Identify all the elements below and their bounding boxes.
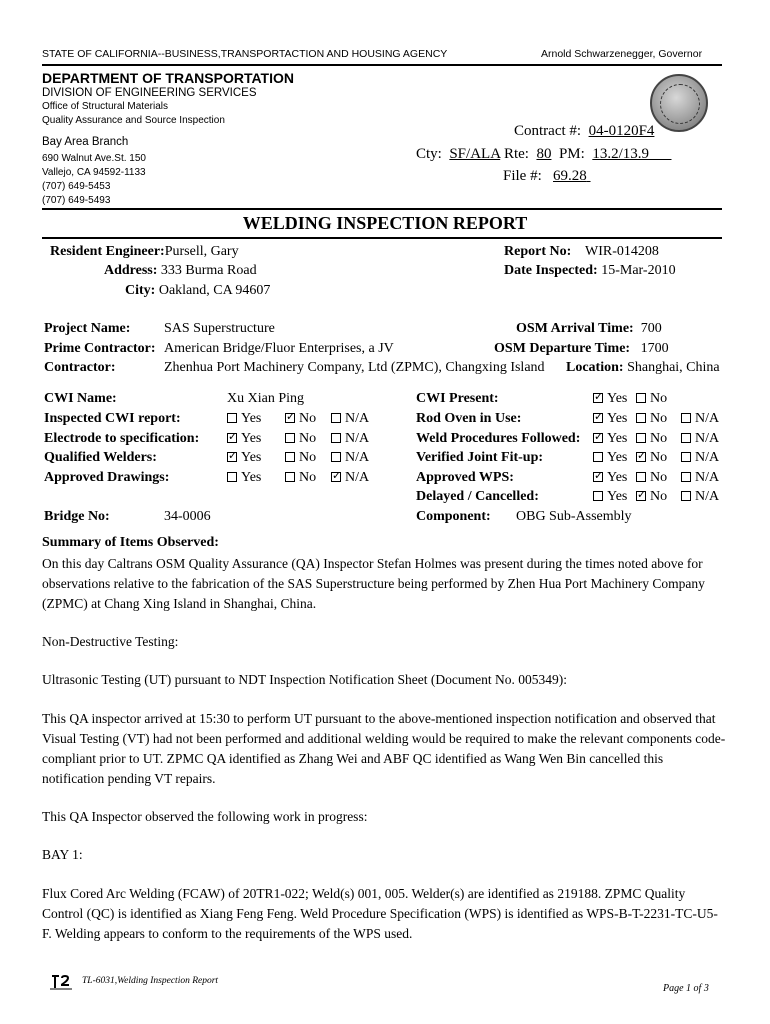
verified-joint-fit-up-no-label: No bbox=[650, 450, 668, 465]
report-title: WELDING INSPECTION REPORT bbox=[242, 213, 528, 233]
summary-paragraph-2: This QA inspector arrived at 15:30 to perform UT pursuant to the above-mentioned inspection notification and observed that Visual Testing (VT) had not been performed and additional welding would be required to make the relevant components code-compliant prior to UT. ZPMC QA identified as Zhang Wei and ABF QC identified as Wang Wen Bin cancelled this notification pending VT repairs. bbox=[42, 711, 726, 786]
summary-paragraph-3: Flux Cored Arc Welding (FCAW) of 20TR1-022; Weld(s) 001, 005. Welder(s) are identified as 219188. ZPMC Quality Control (QC) is identified as Xiang Feng Feng. Weld Procedure Specification (WPS) is identified as WPS-B-T-2231-TC-U5-F. Welding appears to conform to the requirements of the WPS used. bbox=[42, 886, 718, 941]
project-name-label: Project Name: bbox=[44, 321, 131, 336]
page-number: Page 1 of 3 bbox=[663, 983, 709, 994]
prime-contractor-value: American Bridge/Fluor Enterprises, a JV bbox=[164, 341, 394, 356]
approved-wps-na-checkbox[interactable] bbox=[681, 472, 691, 482]
rod-oven-in-use-label: Rod Oven in Use: bbox=[416, 411, 522, 426]
qualified-welders-na-label: N/A bbox=[345, 450, 370, 465]
qualified-welders-no-checkbox[interactable] bbox=[285, 452, 295, 462]
branch-street: 690 Walnut Ave.St. 150 bbox=[42, 153, 146, 164]
verified-joint-fit-up-yes-label: Yes bbox=[607, 450, 628, 465]
rod-oven-in-use-no-option bbox=[636, 411, 667, 427]
qualified-welders-yes-checkbox[interactable] bbox=[227, 452, 237, 462]
rod-oven-in-use-no-label: No bbox=[650, 411, 668, 426]
branch-phone-2: (707) 649-5493 bbox=[42, 195, 111, 206]
approved-drawings-yes-option bbox=[227, 470, 261, 486]
date-inspected: Date Inspected: 15-Mar-2010 bbox=[504, 263, 676, 278]
delayed-cancelled-no-label: No bbox=[650, 489, 668, 504]
address: Address: 333 Burma Road bbox=[104, 263, 257, 278]
summary-paragraph-1: On this day Caltrans OSM Quality Assurance (QA) Inspector Stefan Holmes was present during the times noted above for observations relative to the fabrication of the SAS Superstructure being performed by Zhen Hua Port Machinery Company (ZPMC) at Chang Xing Island in Shanghai, China. bbox=[42, 556, 705, 611]
cwi-present-label: CWI Present: bbox=[416, 391, 499, 406]
approved-drawings-yes-checkbox[interactable] bbox=[227, 472, 237, 482]
approved-wps-na-option bbox=[681, 470, 719, 486]
weld-procedures-followed-no-label: No bbox=[650, 430, 668, 446]
approved-drawings-yes-label: Yes bbox=[241, 469, 262, 485]
approved-wps-no-option bbox=[636, 470, 667, 486]
inspected-cwi-report-yes-option bbox=[227, 411, 261, 427]
summary-heading: Summary of Items Observed: bbox=[42, 535, 219, 550]
cwi-present-yes-checkbox[interactable] bbox=[593, 393, 603, 403]
ut-heading: Ultrasonic Testing (UT) pursuant to NDT Inspection Notification Sheet (Document No. 005349): bbox=[42, 672, 567, 687]
qualified-welders-yes-label: Yes bbox=[241, 450, 262, 465]
inspected-cwi-report-label: Inspected CWI report: bbox=[44, 411, 181, 426]
weld-procedures-followed-no-checkbox[interactable] bbox=[636, 433, 646, 443]
title-rule-bottom bbox=[42, 237, 722, 239]
weld-procedures-followed-yes-checkbox[interactable] bbox=[593, 433, 603, 443]
bridge-no-label: Bridge No: bbox=[44, 509, 110, 524]
rod-oven-in-use-yes-checkbox[interactable] bbox=[593, 413, 603, 423]
approved-wps-no-checkbox[interactable] bbox=[636, 472, 646, 482]
approved-drawings-na-checkbox[interactable] bbox=[331, 472, 341, 482]
cwi-present-no-option bbox=[636, 391, 667, 407]
weld-procedures-followed-no-option bbox=[636, 431, 667, 447]
verified-joint-fit-up-no-option bbox=[636, 450, 667, 466]
electrode-to-specification-no-option bbox=[285, 431, 316, 447]
delayed-cancelled-no-checkbox[interactable] bbox=[636, 491, 646, 501]
approved-drawings-no-option bbox=[285, 470, 316, 486]
ndt-heading: Non-Destructive Testing: bbox=[42, 634, 179, 649]
contractor-value: Zhenhua Port Machinery Company, Ltd (ZPMC), Changxing Island bbox=[164, 360, 545, 375]
header-rule bbox=[42, 64, 722, 66]
branch-name: Bay Area Branch bbox=[42, 136, 129, 148]
rod-oven-in-use-yes-option bbox=[593, 411, 627, 427]
approved-wps-yes-checkbox[interactable] bbox=[593, 472, 603, 482]
approved-drawings-label: Approved Drawings: bbox=[44, 469, 170, 485]
verified-joint-fit-up-na-option bbox=[681, 450, 719, 466]
title-rule-top bbox=[42, 208, 722, 210]
caltrans-logo-icon bbox=[50, 972, 72, 990]
weld-procedures-followed-na-checkbox[interactable] bbox=[681, 433, 691, 443]
bay-heading: BAY 1: bbox=[42, 847, 83, 862]
qualified-welders-yes-option bbox=[227, 450, 261, 466]
approved-wps-na-label: N/A bbox=[695, 469, 720, 485]
electrode-to-specification-no-label: No bbox=[299, 430, 317, 446]
osm-departure-time: OSM Departure Time: 1700 bbox=[494, 341, 669, 356]
component-value: OBG Sub-Assembly bbox=[516, 509, 632, 524]
delayed-cancelled-label: Delayed / Cancelled: bbox=[416, 489, 539, 504]
inspected-cwi-report-yes-label: Yes bbox=[241, 411, 262, 426]
approved-drawings-no-checkbox[interactable] bbox=[285, 472, 295, 482]
form-number: TL-6031,Welding Inspection Report bbox=[82, 976, 219, 986]
approved-wps-yes-label: Yes bbox=[607, 469, 628, 485]
location: Location: Shanghai, China bbox=[566, 360, 720, 375]
electrode-to-specification-label: Electrode to specification: bbox=[44, 430, 200, 446]
contractor-label: Contractor: bbox=[44, 360, 116, 375]
electrode-to-specification-yes-label: Yes bbox=[241, 430, 262, 446]
rod-oven-in-use-no-checkbox[interactable] bbox=[636, 413, 646, 423]
branch-city: Vallejo, CA 94592-1133 bbox=[42, 167, 146, 178]
weld-procedures-followed-na-option bbox=[681, 431, 719, 447]
rod-oven-in-use-na-checkbox[interactable] bbox=[681, 413, 691, 423]
inspected-cwi-report-na-option bbox=[331, 411, 369, 427]
qualified-welders-label: Qualified Welders: bbox=[44, 450, 157, 465]
cwi-name-label: CWI Name: bbox=[44, 391, 117, 406]
verified-joint-fit-up-na-checkbox[interactable] bbox=[681, 452, 691, 462]
branch-phone-1: (707) 649-5453 bbox=[42, 181, 111, 192]
inspected-cwi-report-na-label: N/A bbox=[345, 411, 370, 426]
verified-joint-fit-up-yes-checkbox[interactable] bbox=[593, 452, 603, 462]
cwi-present-no-label: No bbox=[650, 391, 668, 406]
inspected-cwi-report-yes-checkbox[interactable] bbox=[227, 413, 237, 423]
osm-arrival-time: OSM Arrival Time: 700 bbox=[516, 321, 662, 336]
approved-wps-no-label: No bbox=[650, 469, 668, 485]
prime-contractor-label: Prime Contractor: bbox=[44, 341, 156, 356]
approved-drawings-no-label: No bbox=[299, 469, 317, 485]
delayed-cancelled-yes-checkbox[interactable] bbox=[593, 491, 603, 501]
cwi-present-yes-option bbox=[593, 391, 627, 407]
governor-line: Arnold Schwarzenegger, Governor bbox=[541, 48, 703, 60]
delayed-cancelled-na-option bbox=[681, 489, 719, 505]
cwi-name-value: Xu Xian Ping bbox=[227, 391, 304, 406]
inspected-cwi-report-no-label: No bbox=[299, 411, 317, 426]
cwi-present-yes-label: Yes bbox=[607, 391, 628, 406]
inspected-cwi-report-no-checkbox[interactable] bbox=[285, 413, 295, 423]
verified-joint-fit-up-no-checkbox[interactable] bbox=[636, 452, 646, 462]
component-label: Component: bbox=[416, 509, 491, 524]
project-name-value: SAS Superstructure bbox=[164, 321, 275, 336]
qualified-welders-no-option bbox=[285, 450, 316, 466]
weld-procedures-followed-label: Weld Procedures Followed: bbox=[416, 430, 581, 446]
weld-procedures-followed-yes-label: Yes bbox=[607, 430, 628, 446]
city: City: Oakland, CA 94607 bbox=[125, 283, 271, 298]
approved-wps-yes-option bbox=[593, 470, 627, 486]
delayed-cancelled-yes-option bbox=[593, 489, 627, 505]
delayed-cancelled-no-option bbox=[636, 489, 667, 505]
work-in-progress-line: This QA Inspector observed the following work in progress: bbox=[42, 809, 368, 824]
approved-drawings-na-label: N/A bbox=[345, 469, 370, 485]
electrode-to-specification-yes-checkbox[interactable] bbox=[227, 433, 237, 443]
verified-joint-fit-up-na-label: N/A bbox=[695, 450, 720, 465]
department-title: DEPARTMENT OF TRANSPORTATION bbox=[42, 70, 294, 86]
electrode-to-specification-na-option bbox=[331, 431, 369, 447]
qualified-welders-na-option bbox=[331, 450, 369, 466]
electrode-to-specification-na-label: N/A bbox=[345, 430, 370, 446]
electrode-to-specification-na-checkbox[interactable] bbox=[331, 433, 341, 443]
state-seal-logo bbox=[650, 74, 708, 132]
verified-joint-fit-up-yes-option bbox=[593, 450, 627, 466]
rod-oven-in-use-na-option bbox=[681, 411, 719, 427]
resident-engineer: Resident Engineer:Pursell, Gary bbox=[50, 244, 239, 259]
verified-joint-fit-up-label: Verified Joint Fit-up: bbox=[416, 450, 544, 465]
rod-oven-in-use-yes-label: Yes bbox=[607, 411, 628, 426]
office-line-2: Quality Assurance and Source Inspection bbox=[42, 115, 225, 126]
cwi-present-no-checkbox[interactable] bbox=[636, 393, 646, 403]
division-name: DIVISION OF ENGINEERING SERVICES bbox=[42, 87, 257, 99]
route-info: Cty: SF/ALA Rte: 80 PM: 13.2/13.9 bbox=[416, 146, 649, 162]
office-line-1: Office of Structural Materials bbox=[42, 101, 168, 112]
rod-oven-in-use-na-label: N/A bbox=[695, 411, 720, 426]
delayed-cancelled-na-checkbox[interactable] bbox=[681, 491, 691, 501]
approved-wps-label: Approved WPS: bbox=[416, 469, 514, 485]
electrode-to-specification-no-checkbox[interactable] bbox=[285, 433, 295, 443]
state-agency-line: STATE OF CALIFORNIA--BUSINESS,TRANSPORTACTION AND HOUSING AGENCY bbox=[42, 48, 448, 60]
contract-number: Contract #: 04-0120F4 bbox=[514, 123, 655, 139]
electrode-to-specification-yes-option bbox=[227, 431, 261, 447]
delayed-cancelled-yes-label: Yes bbox=[607, 489, 628, 504]
report-number: Report No: WIR-014208 bbox=[504, 244, 659, 259]
weld-procedures-followed-na-label: N/A bbox=[695, 430, 720, 446]
qualified-welders-na-checkbox[interactable] bbox=[331, 452, 341, 462]
approved-drawings-na-option bbox=[331, 470, 369, 486]
qualified-welders-no-label: No bbox=[299, 450, 317, 465]
delayed-cancelled-na-label: N/A bbox=[695, 489, 720, 504]
file-number: File #: 69.28 bbox=[503, 168, 587, 184]
inspected-cwi-report-no-option bbox=[285, 411, 316, 427]
weld-procedures-followed-yes-option bbox=[593, 431, 627, 447]
inspected-cwi-report-na-checkbox[interactable] bbox=[331, 413, 341, 423]
bridge-no-value: 34-0006 bbox=[164, 509, 211, 524]
